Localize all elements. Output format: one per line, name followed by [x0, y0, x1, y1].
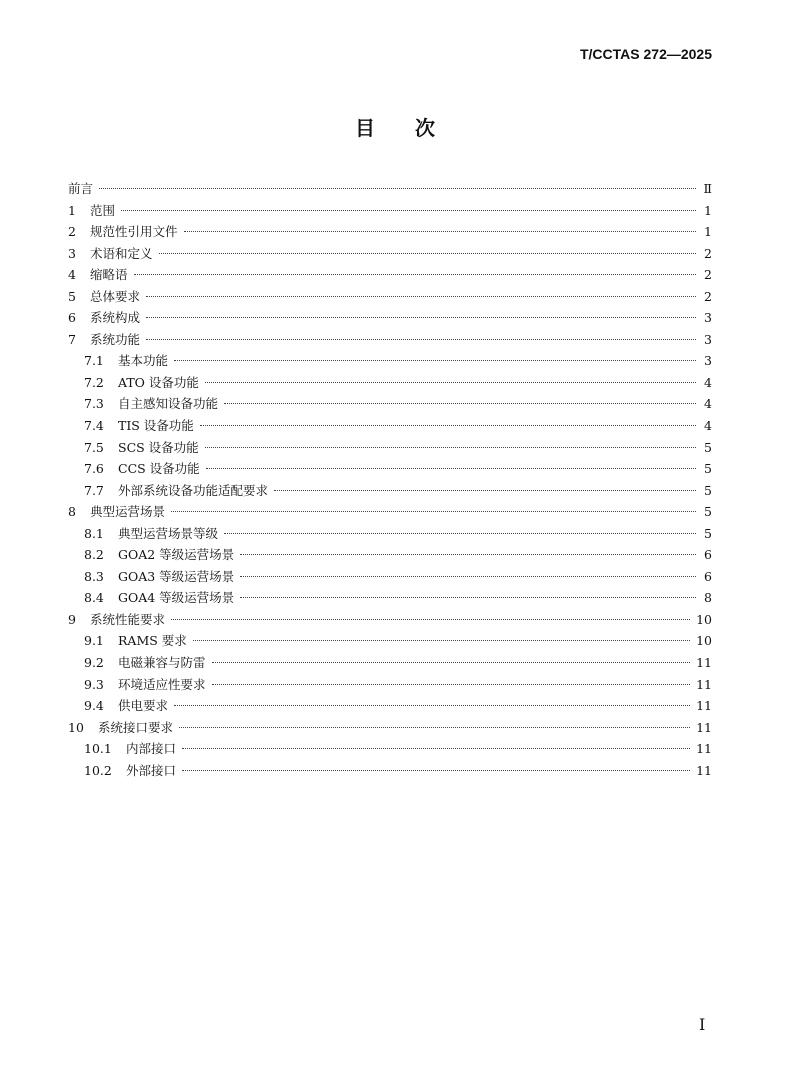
toc-entry-title: 内部接口: [126, 741, 177, 757]
dot-leader: [174, 705, 690, 706]
toc-entry[interactable]: [68, 544, 712, 566]
dot-leader: [121, 210, 696, 211]
toc-entry-title: 系统性能要求: [90, 611, 166, 627]
toc-entry-number: 9.4: [84, 698, 104, 714]
dot-leader: [99, 188, 696, 189]
toc-entry-title: 外部系统设备功能适配要求: [118, 482, 269, 498]
toc-entry-number: 3: [68, 245, 76, 261]
toc-entry-page: 3: [704, 310, 712, 326]
toc-entry-page: 11: [696, 719, 712, 735]
toc-entry-title: TIS 设备功能: [118, 418, 194, 434]
toc-entry-number: 9.3: [84, 676, 104, 692]
toc-entry[interactable]: [68, 717, 712, 739]
toc-entry[interactable]: [68, 738, 712, 760]
toc-entry[interactable]: [68, 480, 712, 502]
toc-entry[interactable]: [68, 458, 712, 480]
toc-entry-page: 4: [704, 418, 712, 434]
toc-entry-number: 7.6: [84, 461, 104, 477]
toc-entry[interactable]: [68, 329, 712, 351]
page-title: 目次: [355, 116, 475, 140]
toc-entry-title: 环境适应性要求: [118, 676, 206, 692]
toc-entry-title: 供电要求: [118, 698, 169, 714]
dot-leader: [205, 382, 696, 383]
toc-entry-title: 典型运营场景: [90, 504, 166, 520]
toc-entry[interactable]: [68, 221, 712, 243]
standard-number: T/CCTAS 272—2025: [579, 46, 712, 62]
toc-entry-number: 1: [68, 202, 76, 218]
toc-entry[interactable]: [68, 501, 712, 523]
toc-entry-page: 2: [704, 288, 712, 304]
toc-entry-title: RAMS 要求: [118, 633, 187, 649]
toc-entry-number: 10.1: [84, 741, 112, 757]
toc-entry-title: 基本功能: [118, 353, 169, 369]
toc-entry-title: 自主感知设备功能: [118, 396, 219, 412]
dot-leader: [171, 511, 696, 512]
toc-entry-title: 术语和定义: [90, 245, 153, 261]
toc-entry-title: 规范性引用文件: [90, 224, 178, 240]
dot-leader: [171, 619, 690, 620]
toc-entry-page: 5: [704, 461, 712, 477]
toc-entry-number: 8.1: [84, 525, 104, 541]
toc-entry[interactable]: [68, 652, 712, 674]
toc-entry-page: 3: [704, 331, 712, 347]
toc-entry-number: 8: [68, 504, 76, 520]
toc-entry-number: 7.1: [84, 353, 104, 369]
toc-entry[interactable]: [68, 760, 712, 782]
toc-entry-page: 11: [696, 698, 712, 714]
dot-leader: [184, 231, 696, 232]
toc-entry-page: 4: [704, 396, 712, 412]
toc-entry[interactable]: [68, 437, 712, 459]
toc-entry-number: 9.2: [84, 655, 104, 671]
toc-entry-page: 11: [696, 741, 712, 757]
toc-entry-number: 2: [68, 224, 76, 240]
dot-leader: [193, 640, 690, 641]
toc-entry-title: 前言: [68, 181, 94, 196]
dot-leader: [182, 770, 690, 771]
toc-entry[interactable]: [68, 609, 712, 631]
toc-entry-number: 7.5: [84, 439, 104, 455]
toc-entry-title: 外部接口: [126, 762, 177, 778]
toc-entry-title: ATO 设备功能: [118, 374, 199, 390]
toc-entry-page: 1: [704, 202, 712, 218]
toc-entry-page: 4: [704, 374, 712, 390]
toc-entry-title: CCS 设备功能: [118, 461, 200, 477]
toc-entry-number: 7.7: [84, 482, 104, 498]
toc-entry-page: 2: [704, 245, 712, 261]
dot-leader: [146, 296, 696, 297]
dot-leader: [182, 748, 690, 749]
toc-entry-title: 缩略语: [90, 267, 128, 283]
dot-leader: [179, 727, 690, 728]
toc-entry-page: 11: [696, 762, 712, 778]
dot-leader: [146, 339, 696, 340]
toc-entry-number: 8.4: [84, 590, 104, 606]
toc-entry-page: 6: [704, 547, 712, 563]
toc-entry-number: 7.2: [84, 374, 104, 390]
dot-leader: [205, 447, 696, 448]
toc-entry-page: 5: [704, 439, 712, 455]
toc-entry-title: 总体要求: [90, 288, 141, 304]
toc-entry-number: 7.3: [84, 396, 104, 412]
toc-entry[interactable]: [68, 695, 712, 717]
dot-leader: [224, 533, 696, 534]
toc-entry-number: 6: [68, 310, 76, 326]
toc-entry-page: 10: [696, 633, 712, 649]
toc-entry[interactable]: [68, 307, 712, 329]
dot-leader: [212, 684, 691, 685]
toc-entry[interactable]: [68, 350, 712, 372]
toc-entry-number: 10.2: [84, 762, 112, 778]
toc-entry-title: 典型运营场景等级: [118, 525, 219, 541]
toc-entry-title: 范围: [90, 202, 116, 218]
toc-entry-number: 9: [68, 611, 76, 627]
toc-entry-page: 6: [704, 568, 712, 584]
page-number: I: [699, 1015, 706, 1034]
dot-leader: [240, 576, 696, 577]
toc-entry[interactable]: [68, 415, 712, 437]
toc-entry-title: 系统功能: [90, 331, 141, 347]
toc-entry-page: 5: [704, 504, 712, 520]
toc-entry-number: 4: [68, 267, 76, 283]
toc-entry-number: 9.1: [84, 633, 104, 649]
toc-entry-title: GOA2 等级运营场景: [118, 547, 235, 563]
dot-leader: [206, 468, 696, 469]
toc-entry[interactable]: [68, 630, 712, 652]
toc-entry-title: GOA4 等级运营场景: [118, 590, 235, 606]
toc-entry-number: 7: [68, 331, 76, 347]
toc-entry-page: 11: [696, 676, 712, 692]
toc-entry[interactable]: [68, 200, 712, 222]
toc-entry-title: 系统接口要求: [98, 719, 174, 735]
toc-entry[interactable]: [68, 393, 712, 415]
toc-entry[interactable]: [68, 286, 712, 308]
table-of-contents: [68, 178, 712, 781]
toc-entry-page: 5: [704, 482, 712, 498]
dot-leader: [200, 425, 696, 426]
dot-leader: [274, 490, 696, 491]
dot-leader: [146, 317, 696, 318]
dot-leader: [212, 662, 691, 663]
dot-leader: [174, 360, 696, 361]
toc-entry-title: 系统构成: [90, 310, 141, 326]
toc-entry[interactable]: [68, 566, 712, 588]
toc-entry[interactable]: [68, 243, 712, 265]
dot-leader: [240, 597, 696, 598]
toc-entry-page: 10: [696, 611, 712, 627]
toc-entry-page: Ⅱ: [703, 181, 712, 196]
toc-entry[interactable]: [68, 264, 712, 286]
dot-leader: [134, 274, 696, 275]
toc-entry-page: 8: [704, 590, 712, 606]
toc-entry[interactable]: [68, 523, 712, 545]
toc-entry-page: 2: [704, 267, 712, 283]
dot-leader: [240, 554, 696, 555]
toc-entry[interactable]: [68, 587, 712, 609]
toc-entry-page: 5: [704, 525, 712, 541]
toc-entry-page: 1: [704, 224, 712, 240]
toc-entry-title: GOA3 等级运营场景: [118, 568, 235, 584]
dot-leader: [159, 253, 696, 254]
toc-entry-number: 10: [68, 719, 84, 735]
toc-entry-title: SCS 设备功能: [118, 439, 199, 455]
toc-entry-number: 8.2: [84, 547, 104, 563]
toc-entry-title: 电磁兼容与防雷: [118, 655, 206, 671]
toc-entry-number: 8.3: [84, 568, 104, 584]
toc-entry-page: 11: [696, 655, 712, 671]
toc-entry[interactable]: [68, 178, 712, 200]
dot-leader: [224, 403, 696, 404]
toc-entry-number: 5: [68, 288, 76, 304]
toc-entry-page: 3: [704, 353, 712, 369]
toc-entry[interactable]: [68, 372, 712, 394]
toc-entry-number: 7.4: [84, 418, 104, 434]
toc-entry[interactable]: [68, 674, 712, 696]
